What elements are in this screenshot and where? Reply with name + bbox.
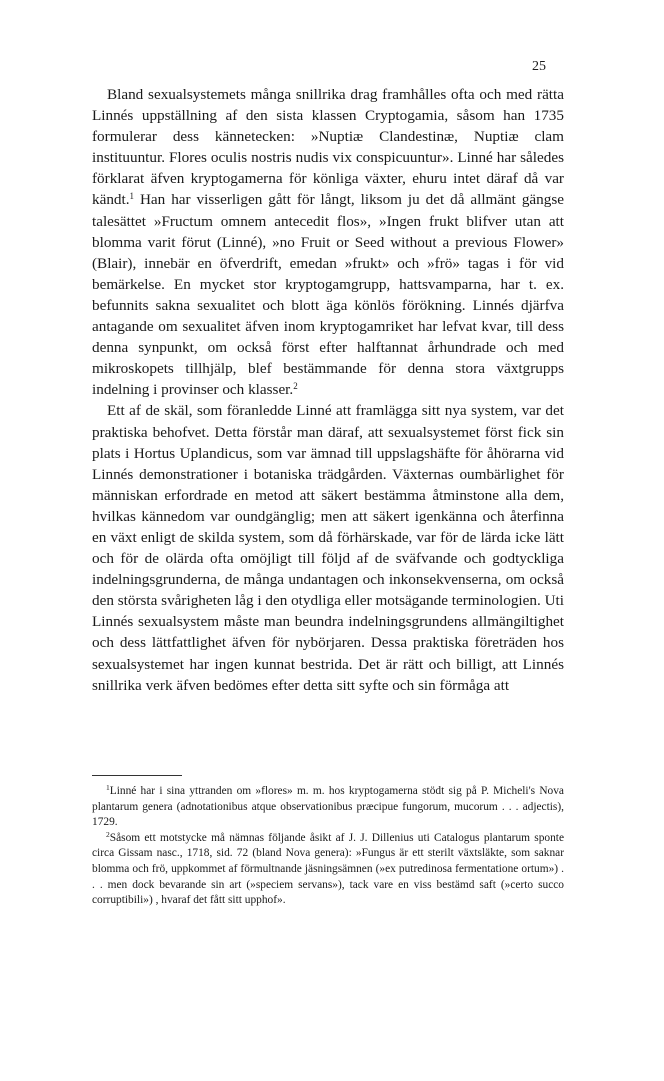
footnote-marker: 2 [106,829,110,839]
paragraph-sexual-system [92,84,564,400]
footnote-marker: 1 [106,783,110,792]
footnote [92,831,564,909]
footnote-text: Linné har i sina yttranden om »flores» m. m. hos kryptogamerna stödt sig på P. Micheli's Nova plantarum genera (adnotationibus atque observationibus præcipue fungorum, mucorum . . . adjectis), 1729. [92,785,564,829]
page-number: 25 [532,59,546,74]
footnotes [92,784,564,909]
footnote-divider [92,775,182,776]
footnote-reference[interactable]: 1 [129,191,135,202]
footnote-text: Såsom ett motstycke må nämnas följande åsikt af J. J. Dillenius uti Catalogus plantarum sponte circa Gissam nasc., 1718, sid. 72 (bland Nova genera): »Fungus är ett sterilt växtsläkte, som saknar blomma och frö, uppkommet af förmultnande jäsningsämnen (»ex putredinosa fermentatione ortum») . . . men dock bevarande sin art (»speciem servans»), tack vare en viss bestämd saft (»certo succo corruptibili») , hvaraf det fått sitt upphof». [92,831,564,907]
paragraph-text: Han har visserligen gått för långt, liksom ju det då allmänt gängse talesättet »Fructum omnem antecedit flos», »Ingen frukt blifver utan att blomma varit förut (Linné), »no Fruit or Seed without a previous Flower» (Blair), innebär en öfverdrift, emedan »frukt» och »frö» tagas i för vid bemärkelse. En mycket stor kryptogamgrupp, hattsvamparna, har t. ex. befunnits sakna sexualitet och blott äga könlös förökning. Linnés djärfva antagande om sexualitet äfven inom kryptogamriket har lefvat kvar, till dess denna synpunkt, om också först efter halftannat århundrade och med mikroskopets tillhjälp, blef bestämmande för denna stora växtgrupps indelning i provinser och klasser. [92,191,564,399]
paragraph-practical-need: Ett af de skäl, som föranledde Linné att framlägga sitt nya system, var det praktiska behofvet. Detta förstår man däraf, att sexualsystemet först fick sin plats i Hortus Uplandicus, som var ämnad till uppslagshäfte för åhörarna vid Linnés demonstrationer i botaniska trädgården. Växternas oumbärlighet för människan erfordrade en metod att säkert bestämma åtminstone alla dem, hvilkas kännedom var oundgänglig; men att säkert igenkänna och återfinna en växt enligt de skilda system, som då förhärskade, var för de lärda icke lätt och för de olärda ofta omöjligt till följd af de sväfvande och godtyckliga indelningsgrunderna, de många undantagen och inkonsekvenserna, om också den största svårigheten låg i den otydliga eller motsägande terminologien. Uti Linnés sexualsystem måste man beundra indelningsgrundens allmängiltighet och dess lättfattlighet äfven för nybörjaren. Dessa praktiska företräden hos sexualsystemet har ingen kunnat bestrida. Det är rätt och billigt, att Linnés snillrika verk äfven bedömes efter detta sitt syfte och sin förmåga att [92,402,564,694]
paragraph-text: Bland sexualsystemets många snillrika drag framhålles ofta och med rätta Linnés uppställning af den sista klassen Cryptogamia, såsom han 1735 formulerar dess kännetecken: »Nuptiæ Clandestinæ, Nuptiæ clam instituuntur. Flores oculis nostris nudis vix conspicuuntur». Linné har således förklarat äfven kryptogamerna för könliga växter, ehuru intet däraf då var kändt. [92,86,564,209]
footnote [92,784,564,831]
main-text [92,84,564,696]
footnote-reference[interactable]: 2 [293,381,298,392]
